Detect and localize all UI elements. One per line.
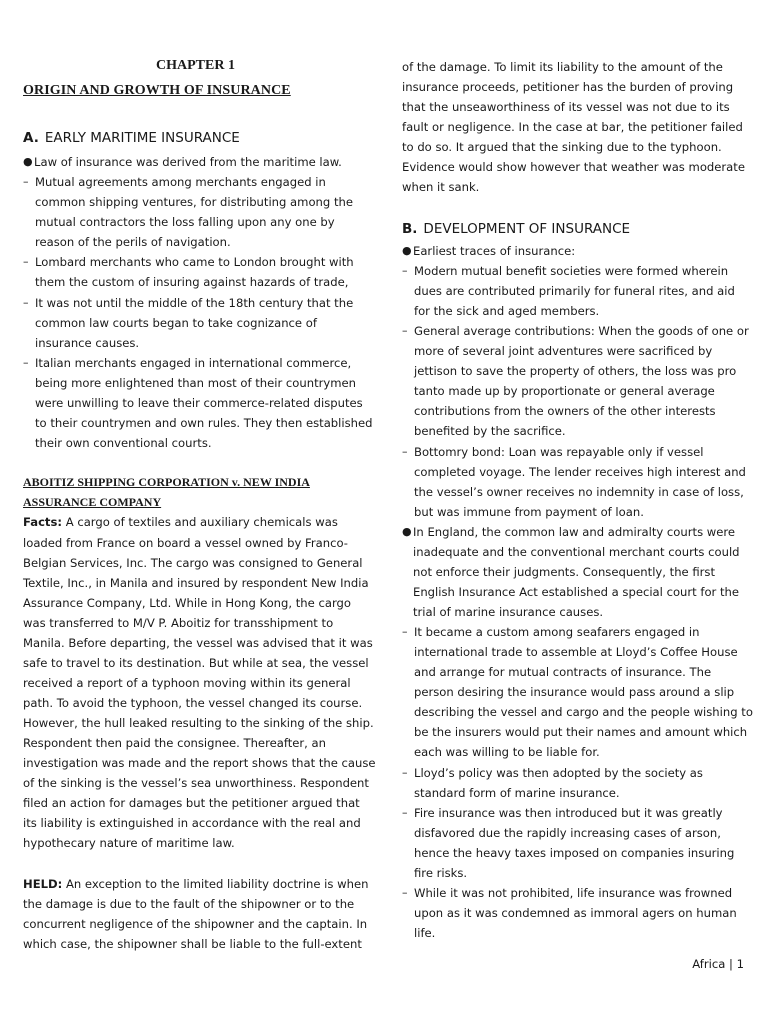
dash-marker: – xyxy=(23,296,29,309)
list-item-line: not enforce their judgments. Consequently, the first xyxy=(413,565,716,579)
paragraph-line: fault or negligence. In the case at bar, the petitioner failed xyxy=(402,120,743,134)
paragraph-line: However, the hull leaked resulting to the sinking of the ship. xyxy=(23,716,374,730)
bullet-marker: ● xyxy=(402,244,412,257)
dash-marker: – xyxy=(402,445,408,458)
list-item: In England, the common law and admiralty courts were xyxy=(413,525,736,539)
paragraph-line: concurrent negligence of the shipowner and the captain. In xyxy=(23,917,368,931)
list-item-line: jettison to save the property of others, the loss was pro xyxy=(414,364,737,378)
list-item-line: inadequate and the conventional merchant courts could xyxy=(413,545,740,559)
list-item-line: to their countrymen and own rules. They then established xyxy=(35,416,373,430)
list-item: Lombard merchants who came to London brought with xyxy=(35,255,354,269)
paragraph-line: safe to travel to its destination. But while at sea, the vessel xyxy=(23,656,369,670)
dash-marker: – xyxy=(23,356,29,369)
list-item-line: for the sick and aged members. xyxy=(414,304,600,318)
list-item-line: were unwilling to leave their commerce-related disputes xyxy=(35,396,363,410)
case-title: ABOITIZ SHIPPING CORPORATION v. NEW INDIA xyxy=(23,475,310,489)
list-item-line: upon as it was condemned as immoral agers on human xyxy=(414,906,737,920)
list-item: It became a custom among seafarers engaged in xyxy=(414,625,700,639)
list-item: Modern mutual benefit societies were formed wherein xyxy=(414,264,729,278)
paragraph-line: was transferred to M/V P. Aboitiz for transshipment to xyxy=(23,616,334,630)
list-item: Earliest traces of insurance: xyxy=(413,244,576,258)
paragraph-line: Respondent then paid the consignee. Thereafter, an xyxy=(23,736,326,750)
list-item-line: but was immune from payment of loan. xyxy=(414,505,644,519)
list-item-line: English Insurance Act established a special court for the xyxy=(413,585,740,599)
list-item-line: describing the vessel and cargo and the people wishing to xyxy=(414,705,753,719)
list-item-line: completed voyage. The lender receives high interest and xyxy=(414,465,746,479)
list-item-line: reason of the perils of navigation. xyxy=(35,235,231,249)
dash-marker: – xyxy=(402,264,408,277)
held-text: An exception to the limited liability doctrine is when xyxy=(62,877,369,891)
list-item: Italian merchants engaged in international commerce, xyxy=(35,356,352,370)
dash-marker: – xyxy=(402,625,408,638)
section-a-text: EARLY MARITIME INSURANCE xyxy=(44,130,240,146)
list-item-line: contributions from the owners of the other interests xyxy=(414,404,716,418)
list-item-line: trial of marine insurance causes. xyxy=(413,605,604,619)
paragraph-line: its liability is extinguished in accordance with the real and xyxy=(23,816,361,830)
paragraph-line: of the sinking is the vessel’s sea unworthiness. Respondent xyxy=(23,776,369,790)
paragraph-line: which case, the shipowner shall be liable to the full-extent xyxy=(23,937,362,951)
list-item-line: each was willing to be liable for. xyxy=(414,745,600,759)
paragraph-line: insurance proceeds, petitioner has the burden of proving xyxy=(402,80,734,94)
dash-marker: – xyxy=(402,766,408,779)
paragraph-line: filed an action for damages but the petitioner argued that xyxy=(23,796,360,810)
paragraph-line: the damage is due to the fault of the shipowner or to the xyxy=(23,897,355,911)
held-first-line xyxy=(23,877,368,891)
section-b-text: DEVELOPMENT OF INSURANCE xyxy=(423,221,631,237)
list-item: It was not until the middle of the 18th century that the xyxy=(35,296,354,310)
dash-marker: – xyxy=(402,806,408,819)
paragraph-line: Evidence would show however that weather was moderate xyxy=(402,160,745,174)
list-item-line: mutual contractors the loss falling upon any one by xyxy=(35,215,335,229)
list-item-line: their own conventional courts. xyxy=(35,436,212,450)
paragraph-line: that the unseaworthiness of its vessel was not due to its xyxy=(402,100,730,114)
held-label: HELD: xyxy=(23,877,63,891)
dash-marker: – xyxy=(402,886,408,899)
list-item-line: hence the heavy taxes imposed on companies insuring xyxy=(414,846,735,860)
list-item: Law of insurance was derived from the maritime law. xyxy=(34,155,342,169)
paragraph-line: of the damage. To limit its liability to the amount of the xyxy=(402,60,723,74)
list-item-line: common shipping ventures, for distributing among the xyxy=(35,195,353,209)
section-b-letter: B. xyxy=(402,221,418,237)
list-item: Lloyd’s policy was then adopted by the society as xyxy=(414,766,703,780)
list-item: Mutual agreements among merchants engaged in xyxy=(35,175,326,189)
paragraph-line: when it sank. xyxy=(402,180,480,194)
list-item-line: tanto made up by proportionate or general average xyxy=(414,384,715,398)
paragraph-line: Assurance Company, Ltd. While in Hong Kong, the cargo xyxy=(23,596,351,610)
section-a-heading xyxy=(23,130,240,146)
list-item-line: the vessel’s owner receives no indemnity in case of loss, xyxy=(414,485,744,499)
list-item-line: common law courts began to take cognizance of xyxy=(35,316,317,330)
list-item-line: be the insurers would put their names and amount which xyxy=(414,725,748,739)
chapter-heading: CHAPTER 1 xyxy=(156,58,235,73)
paragraph-line: to do so. It argued that the sinking due to the typhoon. xyxy=(402,140,722,154)
page-footer: Africa | 1 xyxy=(692,957,744,971)
list-item: Fire insurance was then introduced but it was greatly xyxy=(414,806,723,820)
bullet-marker: ● xyxy=(402,525,412,538)
list-item-line: insurance causes. xyxy=(35,336,140,350)
list-item-line: disfavored due the rapidly increasing cases of arson, xyxy=(414,826,721,840)
paragraph-line: Manila. Before departing, the vessel was advised that it was xyxy=(23,636,373,650)
dash-marker: – xyxy=(402,324,408,337)
list-item: Bottomry bond: Loan was repayable only if vessel xyxy=(414,445,704,459)
paragraph-line: investigation was made and the report shows that the cause xyxy=(23,756,376,770)
list-item-line: life. xyxy=(414,926,436,940)
dash-marker: – xyxy=(23,255,29,268)
list-item-line: standard form of marine insurance. xyxy=(414,786,620,800)
paragraph-line: loaded from France on board a vessel owned by Franco- xyxy=(23,536,348,550)
facts-text: A cargo of textiles and auxiliary chemicals was xyxy=(62,515,338,529)
dash-marker: – xyxy=(23,175,29,188)
list-item-line: more of several joint adventures were sacrificed by xyxy=(414,344,713,358)
section-b-heading xyxy=(402,221,630,237)
list-item-line: and arrange for mutual contracts of insurance. The xyxy=(414,665,712,679)
paragraph-line: received a report of a typhoon moving within its general xyxy=(23,676,351,690)
chapter-title: ORIGIN AND GROWTH OF INSURANCE xyxy=(23,83,291,98)
case-title-cont: ASSURANCE COMPANY xyxy=(23,495,162,509)
list-item: General average contributions: When the goods of one or xyxy=(414,324,749,338)
list-item: While it was not prohibited, life insurance was frowned xyxy=(414,886,733,900)
list-item-line: benefited by the sacrifice. xyxy=(414,424,566,438)
bullet-marker: ● xyxy=(23,155,33,168)
paragraph-line: Textile, Inc., in Manila and insured by respondent New India xyxy=(23,576,369,590)
facts-label: Facts: xyxy=(23,515,63,529)
list-item-line: international trade to assemble at Lloyd’s Coffee House xyxy=(414,645,738,659)
list-item-line: being more enlightened than most of their countrymen xyxy=(35,376,357,390)
section-a-letter: A. xyxy=(23,130,39,146)
list-item-line: them the custom of insuring against hazards of trade, xyxy=(35,275,349,289)
list-item-line: person desiring the insurance would pass around a slip xyxy=(414,685,735,699)
paragraph-line: Belgian Services, Inc. The cargo was consigned to General xyxy=(23,556,363,570)
paragraph-line: hypothecary nature of maritime law. xyxy=(23,836,235,850)
list-item-line: fire risks. xyxy=(414,866,468,880)
paragraph-line: path. To avoid the typhoon, the vessel changed its course. xyxy=(23,696,363,710)
facts-first-line xyxy=(23,515,338,529)
list-item-line: dues are contributed primarily for funeral rites, and aid xyxy=(414,284,735,298)
